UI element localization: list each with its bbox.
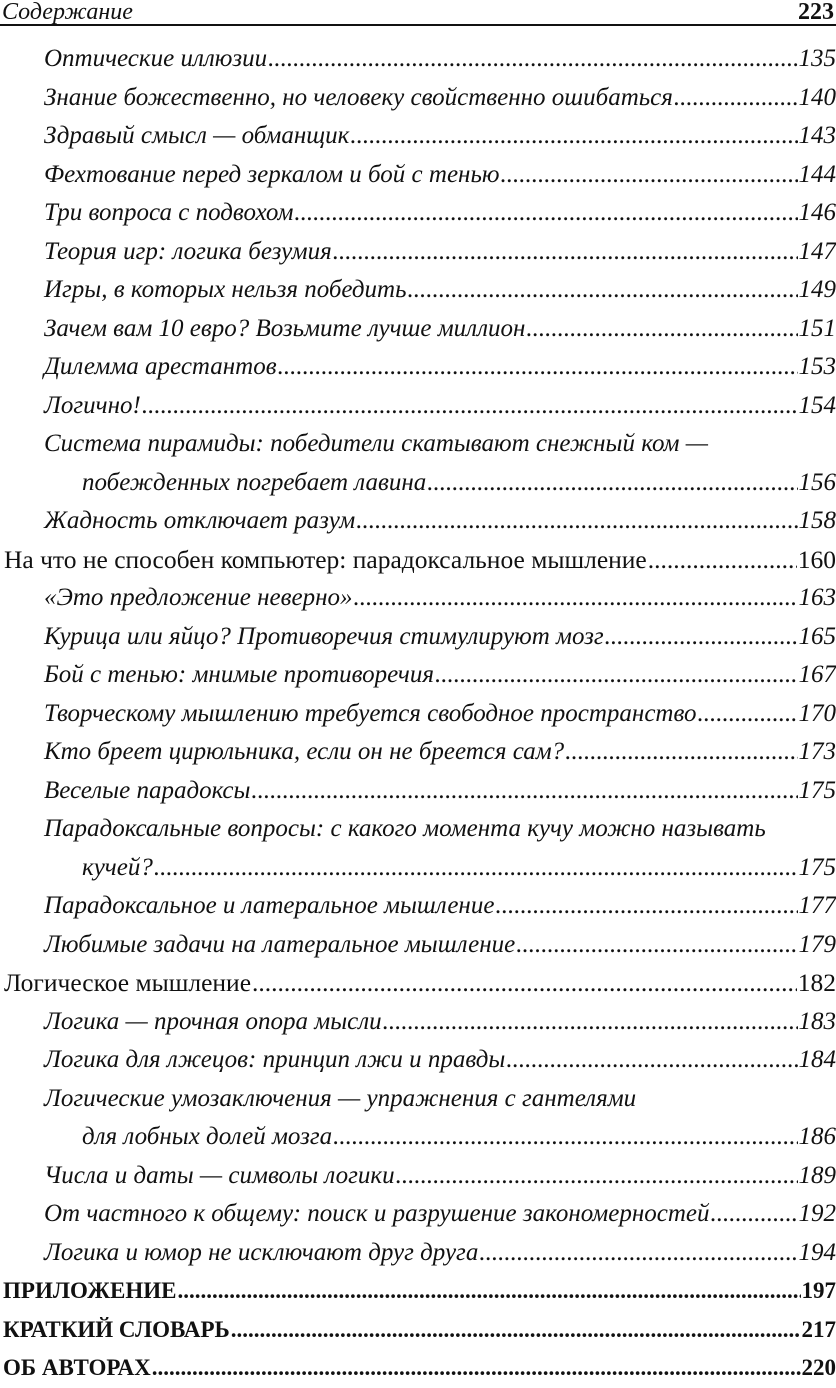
toc-leader-dots	[178, 1272, 801, 1311]
toc-entry-page: 158	[799, 502, 836, 541]
toc-leader-dots	[231, 1311, 801, 1350]
toc-entry-title: Оптические иллюзии	[44, 40, 267, 79]
toc-entry-title: От частного к общему: поиск и разрушение закономерностей	[44, 1195, 709, 1234]
toc-leader-dots	[268, 40, 797, 79]
toc-entry-title: Логично!	[44, 387, 141, 426]
toc-entry[interactable]	[0, 926, 836, 965]
toc-entry-title-line1: Логические умозаключения — упражнения с гантелями	[0, 1080, 836, 1119]
toc-appendix-page: 220	[802, 1349, 836, 1388]
table-of-contents	[0, 40, 836, 1388]
toc-entry-title: Логика и юмор не исключают друг друга	[44, 1234, 478, 1273]
toc-leader-dots	[333, 1118, 797, 1157]
toc-leader-dots	[427, 464, 797, 503]
toc-entry[interactable]	[0, 1195, 836, 1234]
toc-entry[interactable]	[0, 425, 836, 502]
toc-chapter-page: 160	[798, 541, 836, 580]
toc-leader-dots	[354, 579, 798, 618]
toc-entry-title: Бой с тенью: мнимые противоречия	[44, 656, 434, 695]
toc-entry-title: Логика — прочная опора мысли	[44, 1003, 382, 1042]
toc-leader-dots	[396, 1157, 798, 1196]
toc-entry-page: 163	[799, 579, 836, 618]
toc-leader-dots	[516, 926, 797, 965]
toc-entry[interactable]	[0, 733, 836, 772]
toc-entry-title: Творческому мышлению требуется свободное пространство	[44, 695, 697, 734]
toc-leader-dots	[710, 1195, 797, 1234]
toc-entry[interactable]	[0, 1041, 836, 1080]
toc-entry-title: для лобных долей мозга	[82, 1118, 332, 1157]
toc-leader-dots	[251, 772, 797, 811]
toc-entry[interactable]	[0, 1234, 836, 1273]
toc-entry-page: 147	[799, 233, 836, 272]
toc-entry-page: 143	[799, 117, 836, 156]
toc-appendix-title: КРАТКИЙ СЛОВАРЬ	[3, 1311, 230, 1350]
toc-entry[interactable]	[0, 772, 836, 811]
toc-entry-title: Числа и даты — символы логики	[44, 1157, 395, 1196]
toc-leader-dots	[252, 964, 797, 1003]
toc-entry-title: Кто бреет цирюльника, если он не бреется сам?	[44, 733, 564, 772]
toc-entry-page: 183	[799, 1003, 836, 1042]
toc-entry-page: 156	[799, 464, 836, 503]
toc-appendix-entry[interactable]	[0, 1311, 836, 1350]
toc-entry-title: Любимые задачи на латеральное мышление	[44, 926, 515, 965]
toc-entry[interactable]	[0, 156, 836, 195]
toc-entry-title: «Это предложение неверно»	[44, 579, 353, 618]
toc-chapter[interactable]	[0, 541, 836, 580]
toc-leader-dots	[526, 310, 797, 349]
toc-leader-dots	[356, 502, 797, 541]
toc-entry-page: 146	[799, 194, 836, 233]
toc-entry[interactable]	[0, 79, 836, 118]
toc-entry[interactable]	[0, 40, 836, 79]
toc-leader-dots	[278, 348, 798, 387]
toc-leader-dots	[408, 271, 798, 310]
toc-entry-page: 186	[799, 1118, 836, 1157]
toc-leader-dots	[648, 541, 797, 580]
toc-entry-title: Дилемма арестантов	[44, 348, 277, 387]
toc-entry-title: Фехтование перед зеркалом и бой с тенью	[44, 156, 499, 195]
toc-leader-dots	[152, 1349, 801, 1388]
toc-appendix-entry[interactable]	[0, 1272, 836, 1311]
toc-leader-dots	[383, 1003, 798, 1042]
toc-entry[interactable]	[0, 618, 836, 657]
toc-entry-page: 149	[799, 271, 836, 310]
toc-entry-title: побежденных погребает лавина	[82, 464, 426, 503]
toc-entry-page: 135	[799, 40, 836, 79]
toc-entry[interactable]	[0, 1003, 836, 1042]
toc-entry-page: 192	[799, 1195, 836, 1234]
toc-entry-page: 189	[799, 1157, 836, 1196]
toc-entry[interactable]	[0, 233, 836, 272]
toc-entry-page: 167	[799, 656, 836, 695]
toc-chapter[interactable]	[0, 964, 836, 1003]
toc-entry-page: 154	[799, 387, 836, 426]
toc-entry-title: Зачем вам 10 евро? Возьмите лучше миллион	[44, 310, 525, 349]
toc-entry[interactable]	[0, 1080, 836, 1157]
toc-leader-dots	[698, 695, 798, 734]
toc-entry[interactable]	[0, 887, 836, 926]
toc-appendix-entry[interactable]	[0, 1349, 836, 1388]
running-header-section: Содержание	[0, 0, 133, 24]
toc-entry-page: 144	[799, 156, 836, 195]
toc-leader-dots	[435, 656, 798, 695]
toc-leader-dots	[294, 194, 797, 233]
toc-entry-title: Жадность отключает разум	[44, 502, 355, 541]
toc-appendix-title: ОБ АВТОРАХ	[3, 1349, 151, 1388]
toc-chapter-title: На что не способен компьютер: парадоксальное мышление	[4, 541, 647, 580]
toc-appendix-page: 217	[802, 1311, 836, 1350]
toc-leader-dots	[506, 1041, 797, 1080]
toc-entry[interactable]	[0, 117, 836, 156]
toc-entry-page: 140	[799, 79, 836, 118]
toc-entry[interactable]	[0, 810, 836, 887]
toc-entry[interactable]	[0, 579, 836, 618]
toc-entry-page: 153	[799, 348, 836, 387]
toc-entry[interactable]	[0, 695, 836, 734]
toc-leader-dots	[674, 79, 798, 118]
toc-entry-title: кучей?	[82, 849, 153, 888]
toc-entry-page: 175	[799, 849, 836, 888]
toc-entry[interactable]	[0, 387, 836, 426]
toc-entry[interactable]	[0, 656, 836, 695]
toc-entry-page: 175	[799, 772, 836, 811]
toc-entry-page: 194	[799, 1234, 836, 1273]
toc-entry-title: Курица или яйцо? Противоречия стимулируют мозг	[44, 618, 604, 657]
toc-entry-title-line1: Парадоксальные вопросы: с какого момента кучу можно называть	[0, 810, 836, 849]
toc-entry-page: 177	[799, 887, 836, 926]
toc-entry[interactable]	[0, 194, 836, 233]
toc-leader-dots	[142, 387, 798, 426]
toc-entry-title: Логика для лжецов: принцип лжи и правды	[44, 1041, 505, 1080]
toc-entry-title: Игры, в которых нельзя победить	[44, 271, 407, 310]
toc-leader-dots	[605, 618, 798, 657]
toc-leader-dots	[479, 1234, 797, 1273]
toc-entry[interactable]	[0, 348, 836, 387]
toc-leader-dots	[495, 887, 797, 926]
toc-entry-page: 170	[799, 695, 836, 734]
toc-leader-dots	[154, 849, 798, 888]
toc-entry-title: Веселые парадоксы	[44, 772, 250, 811]
running-header	[0, 0, 836, 26]
toc-leader-dots	[565, 733, 797, 772]
toc-entry[interactable]	[0, 1157, 836, 1196]
toc-entry[interactable]	[0, 271, 836, 310]
toc-leader-dots	[333, 233, 798, 272]
toc-chapter-page: 182	[798, 964, 836, 1003]
toc-leader-dots	[500, 156, 797, 195]
toc-entry-title: Знание божественно, но человеку свойственно ошибаться	[44, 79, 673, 118]
toc-leader-dots	[350, 117, 797, 156]
toc-entry-title: Теория игр: логика безумия	[44, 233, 332, 272]
toc-entry[interactable]	[0, 502, 836, 541]
toc-entry-page: 151	[799, 310, 836, 349]
toc-entry-title: Здравый смысл — обманщик	[44, 117, 349, 156]
toc-entry-title-line1: Система пирамиды: победители скатывают снежный ком —	[0, 425, 836, 464]
toc-entry-title: Парадоксальное и латеральное мышление	[44, 887, 494, 926]
toc-entry-title: Три вопроса с подвохом	[44, 194, 293, 233]
toc-entry-page: 173	[799, 733, 836, 772]
toc-chapter-title: Логическое мышление	[4, 964, 251, 1003]
toc-entry-page: 165	[799, 618, 836, 657]
toc-appendix-page: 197	[802, 1272, 836, 1311]
toc-appendix-title: ПРИЛОЖЕНИЕ	[3, 1272, 177, 1311]
toc-entry-page: 184	[799, 1041, 836, 1080]
toc-entry[interactable]	[0, 310, 836, 349]
page-number: 223	[798, 0, 836, 24]
toc-entry-page: 179	[799, 926, 836, 965]
